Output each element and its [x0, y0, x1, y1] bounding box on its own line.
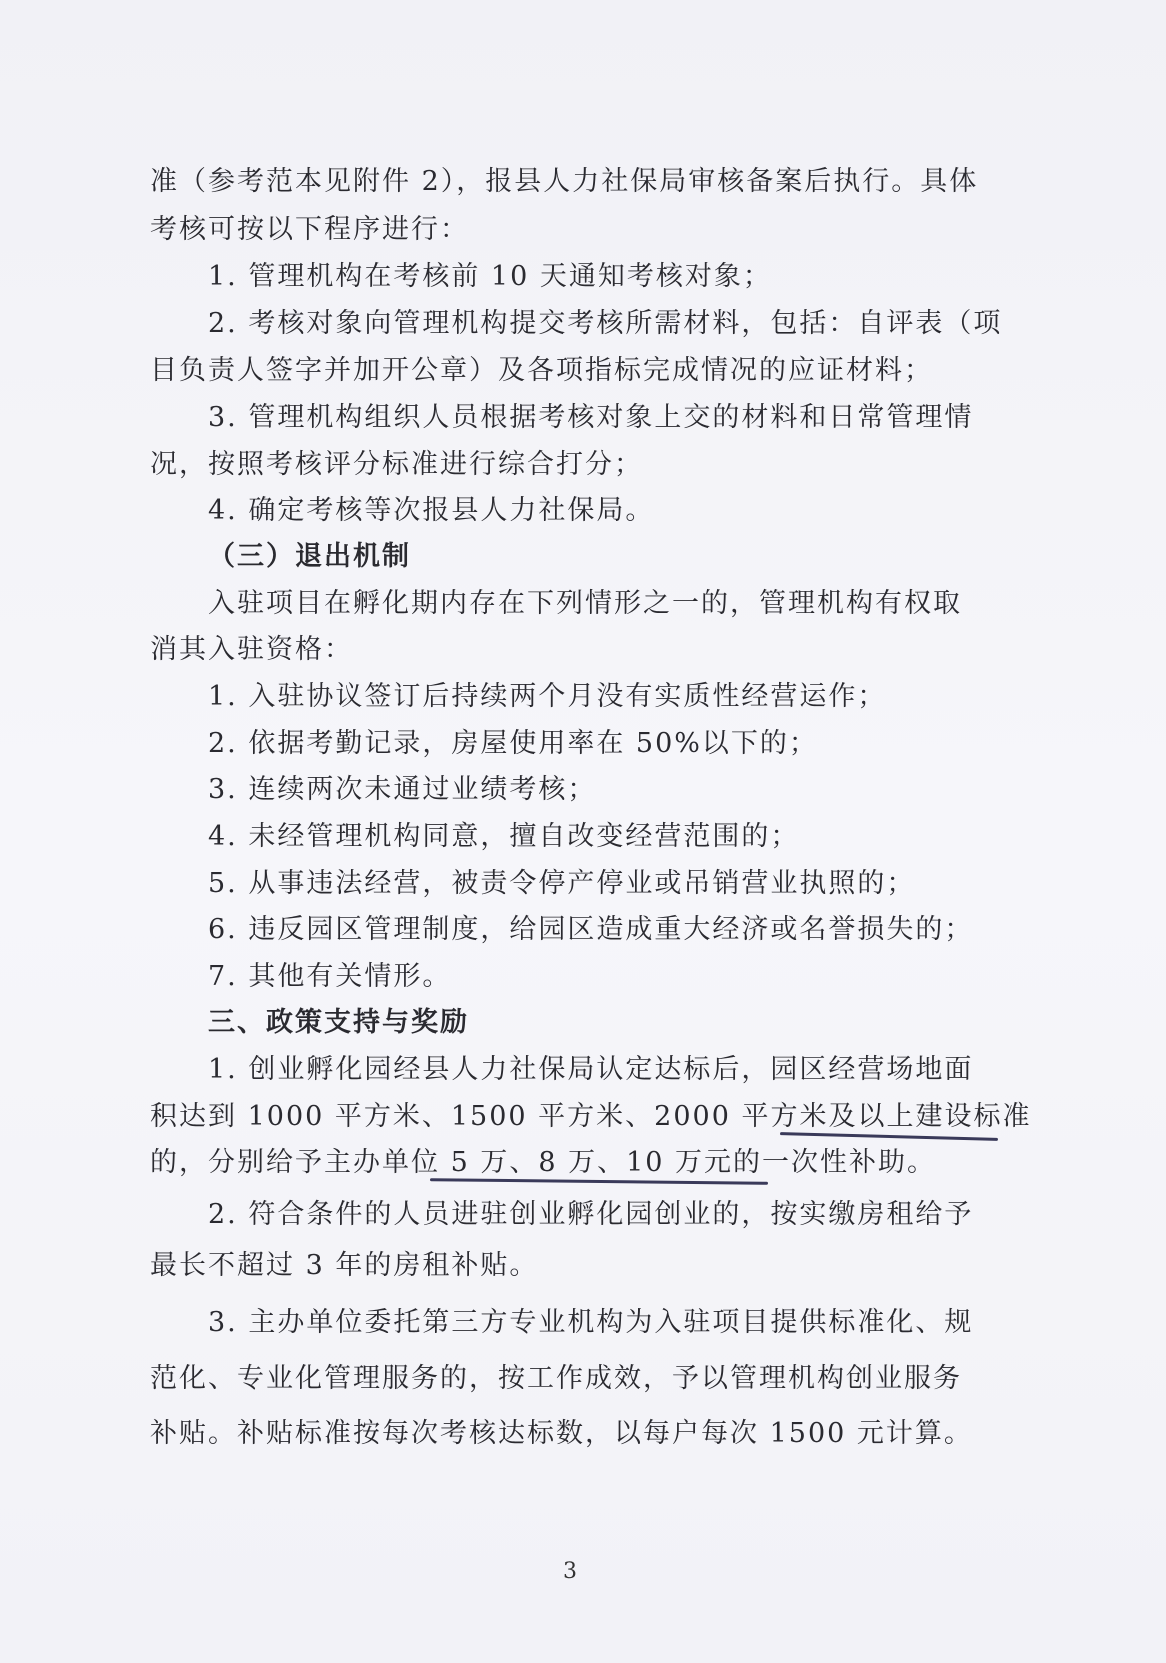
- list-item: 3. 主办单位委托第三方专业机构为入驻项目提供标准化、规: [208, 1307, 974, 1338]
- list-item: 7. 其他有关情形。: [208, 961, 452, 992]
- list-item: 1. 管理机构在考核前 10 天通知考核对象；: [208, 261, 772, 292]
- list-item: 3. 管理机构组织人员根据考核对象上交的材料和日常管理情: [208, 402, 974, 433]
- list-item: 2. 依据考勤记录，房屋使用率在 50%以下的；: [208, 728, 818, 759]
- page-number: 3: [563, 1559, 577, 1584]
- list-item: 2. 符合条件的人员进驻创业孵化园创业的，按实缴房租给予: [208, 1199, 974, 1230]
- text-line: 目负责人签字并加开公章）及各项指标完成情况的应证材料；: [150, 355, 933, 386]
- text-line: 范化、专业化管理服务的，按工作成效，予以管理机构创业服务: [150, 1363, 962, 1394]
- list-item: 5. 从事违法经营，被责令停产停业或吊销营业执照的；: [208, 868, 916, 899]
- text-line: 补贴。补贴标准按每次考核达标数，以每户每次 1500 元计算。: [150, 1418, 973, 1449]
- list-item: 4. 确定考核等次报县人力社保局。: [208, 495, 655, 526]
- text-line: 考核可按以下程序进行：: [150, 214, 469, 245]
- text-line: 入驻项目在孵化期内存在下列情形之一的，管理机构有权取: [208, 588, 962, 619]
- list-item: 6. 违反园区管理制度，给园区造成重大经济或名誉损失的；: [208, 914, 974, 945]
- text-line: 况，按照考核评分标准进行综合打分；: [150, 449, 643, 480]
- section-heading: 三、政策支持与奖励: [208, 1007, 469, 1038]
- text-line: 的，分别给予主办单位 5 万、8 万、10 万元的一次性补助。: [150, 1147, 937, 1178]
- list-item: 1. 入驻协议签订后持续两个月没有实质性经营运作；: [208, 681, 887, 712]
- text-line: 最长不超过 3 年的房租补贴。: [150, 1250, 539, 1281]
- text-line: 消其入驻资格：: [150, 634, 353, 665]
- list-item: 3. 连续两次未通过业绩考核；: [208, 774, 597, 805]
- list-item: 4. 未经管理机构同意，擅自改变经营范围的；: [208, 821, 800, 852]
- list-item: 1. 创业孵化园经县人力社保局认定达标后，园区经营场地面: [208, 1054, 974, 1085]
- section-heading: （三）退出机制: [208, 541, 411, 572]
- text-line: 准（参考范本见附件 2），报县人力社保局审核备案后执行。具体: [150, 166, 979, 197]
- list-item: 2. 考核对象向管理机构提交考核所需材料，包括：自评表（项: [208, 308, 1003, 339]
- text-line: 积达到 1000 平方米、1500 平方米、2000 平方米及以上建设标准: [150, 1101, 1032, 1132]
